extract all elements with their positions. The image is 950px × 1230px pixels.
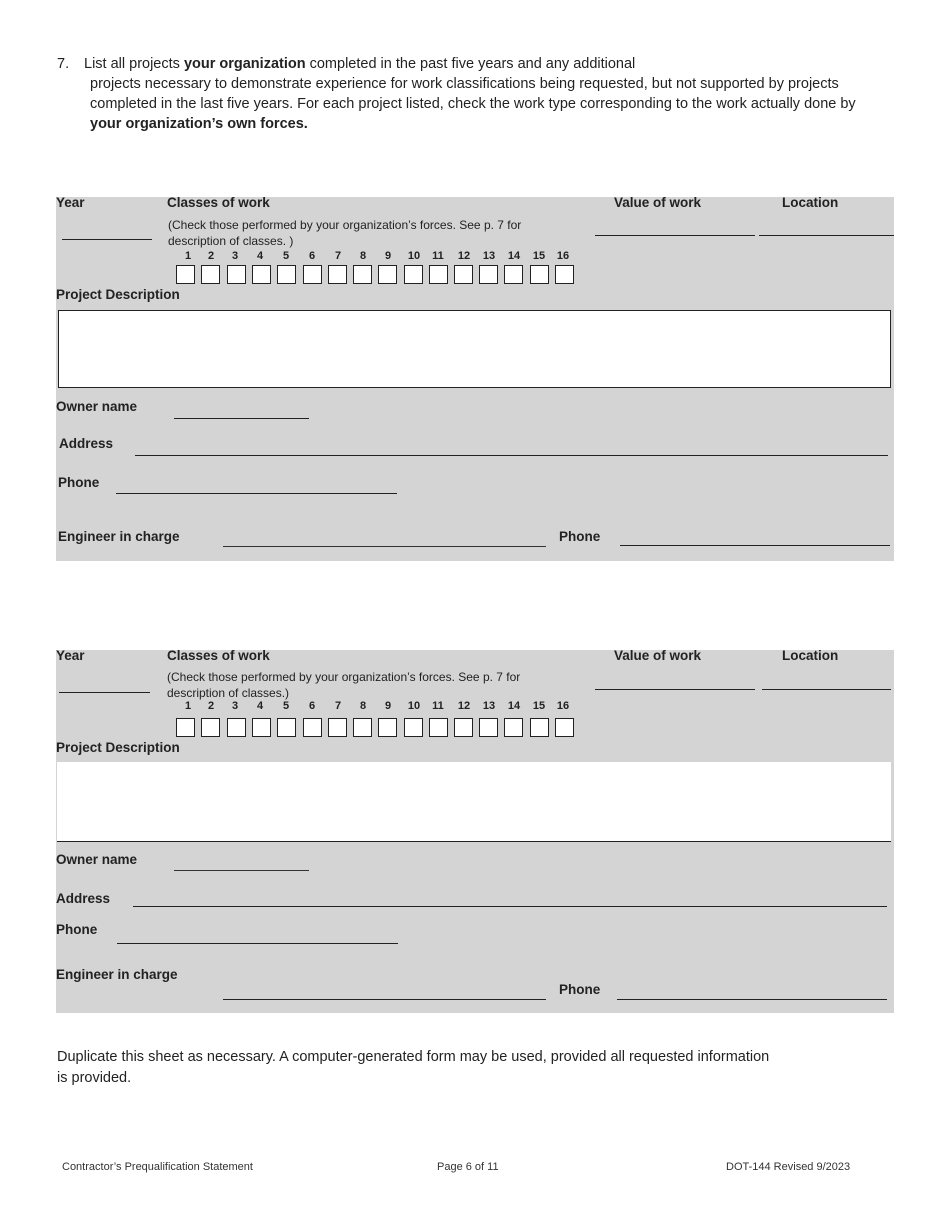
class-number-15: 15 bbox=[532, 700, 546, 712]
class-number-2: 2 bbox=[207, 250, 215, 262]
project-description-label: Project Description bbox=[56, 740, 180, 755]
class-number-2: 2 bbox=[207, 700, 215, 712]
engineer-phone-field[interactable] bbox=[617, 999, 887, 1000]
class-number-5: 5 bbox=[282, 700, 290, 712]
owner-name-field[interactable] bbox=[174, 870, 309, 871]
footer-form-id: DOT-144 Revised 9/2023 bbox=[726, 1161, 851, 1173]
owner-name-label: Owner name bbox=[56, 852, 138, 867]
class-number-14: 14 bbox=[507, 250, 521, 262]
engineer-phone-label: Phone bbox=[559, 982, 601, 997]
class-number-15: 15 bbox=[532, 250, 546, 262]
class-checkbox-1[interactable] bbox=[176, 718, 195, 737]
engineer-in-charge-label: Engineer in charge bbox=[56, 967, 178, 982]
project-block-2 bbox=[56, 650, 894, 1013]
class-number-16: 16 bbox=[556, 700, 570, 712]
location-field[interactable] bbox=[762, 689, 891, 690]
class-number-9: 9 bbox=[384, 700, 392, 712]
year-label: Year bbox=[56, 648, 85, 663]
class-checkbox-8[interactable] bbox=[353, 718, 372, 737]
value-of-work-label: Value of work bbox=[614, 195, 702, 210]
class-checkbox-4[interactable] bbox=[252, 265, 271, 284]
project-description-field[interactable] bbox=[58, 310, 891, 388]
class-number-3: 3 bbox=[231, 250, 239, 262]
class-checkbox-6[interactable] bbox=[303, 718, 322, 737]
classes-note: (Check those performed by your organization’s forces. See p. 7 for description of classes.) bbox=[167, 670, 521, 700]
year-field[interactable] bbox=[59, 692, 150, 693]
class-number-6: 6 bbox=[308, 700, 316, 712]
value-of-work-label: Value of work bbox=[614, 648, 702, 663]
classes-note: (Check those performed by your organization’s forces. See p. 7 for description of classes. ) bbox=[168, 218, 522, 248]
class-checkbox-7[interactable] bbox=[328, 265, 347, 284]
class-checkbox-9[interactable] bbox=[378, 265, 397, 284]
class-checkbox-16[interactable] bbox=[555, 265, 574, 284]
phone-field[interactable] bbox=[117, 943, 398, 944]
class-checkbox-2[interactable] bbox=[201, 718, 220, 737]
class-checkbox-6[interactable] bbox=[303, 265, 322, 284]
class-number-12: 12 bbox=[457, 700, 471, 712]
class-checkbox-5[interactable] bbox=[277, 718, 296, 737]
class-checkbox-15[interactable] bbox=[530, 718, 549, 737]
class-checkbox-2[interactable] bbox=[201, 265, 220, 284]
engineer-phone-label: Phone bbox=[559, 529, 601, 544]
value-of-work-field[interactable] bbox=[595, 689, 755, 690]
phone-label: Phone bbox=[58, 475, 100, 490]
project-block-1 bbox=[56, 197, 894, 561]
class-checkbox-14[interactable] bbox=[504, 718, 523, 737]
class-number-3: 3 bbox=[231, 700, 239, 712]
class-number-7: 7 bbox=[334, 700, 342, 712]
class-checkbox-12[interactable] bbox=[454, 265, 473, 284]
project-description-field[interactable] bbox=[57, 762, 891, 842]
engineer-in-charge-label: Engineer in charge bbox=[58, 529, 180, 544]
class-checkbox-1[interactable] bbox=[176, 265, 195, 284]
class-checkbox-5[interactable] bbox=[277, 265, 296, 284]
class-checkbox-11[interactable] bbox=[429, 718, 448, 737]
address-field[interactable] bbox=[135, 455, 888, 456]
year-label: Year bbox=[56, 195, 85, 210]
location-field[interactable] bbox=[759, 235, 894, 236]
address-label: Address bbox=[56, 891, 111, 906]
address-field[interactable] bbox=[133, 906, 887, 907]
class-checkbox-13[interactable] bbox=[479, 265, 498, 284]
phone-label: Phone bbox=[56, 922, 98, 937]
class-number-4: 4 bbox=[256, 700, 264, 712]
class-number-8: 8 bbox=[359, 700, 367, 712]
class-checkbox-9[interactable] bbox=[378, 718, 397, 737]
address-label: Address bbox=[59, 436, 114, 451]
class-checkbox-4[interactable] bbox=[252, 718, 271, 737]
class-checkbox-16[interactable] bbox=[555, 718, 574, 737]
class-checkbox-10[interactable] bbox=[404, 718, 423, 737]
class-number-5: 5 bbox=[282, 250, 290, 262]
classes-of-work-label: Classes of work bbox=[167, 648, 270, 663]
class-checkbox-3[interactable] bbox=[227, 265, 246, 284]
footer-page-number: Page 6 of 11 bbox=[437, 1161, 499, 1173]
location-label: Location bbox=[782, 648, 839, 663]
class-checkbox-12[interactable] bbox=[454, 718, 473, 737]
class-checkbox-3[interactable] bbox=[227, 718, 246, 737]
class-number-7: 7 bbox=[334, 250, 342, 262]
class-number-8: 8 bbox=[359, 250, 367, 262]
phone-field[interactable] bbox=[116, 493, 397, 494]
owner-name-label: Owner name bbox=[56, 399, 138, 414]
classes-of-work-label: Classes of work bbox=[167, 195, 270, 210]
question-7: 7. List all projects your organization completed in the past five years and any additional projects necessary to demonstrate experience for work classifications being requested, but not supported by projects completed in the last five years. For each project listed, check the work type corresponding to the work actually done by your organization’s own forces. bbox=[57, 56, 856, 132]
class-checkbox-14[interactable] bbox=[504, 265, 523, 284]
owner-name-field[interactable] bbox=[174, 418, 309, 419]
year-field[interactable] bbox=[62, 239, 152, 240]
class-number-10: 10 bbox=[407, 250, 421, 262]
project-description-label: Project Description bbox=[56, 287, 180, 302]
class-checkbox-13[interactable] bbox=[479, 718, 498, 737]
class-number-1: 1 bbox=[184, 250, 192, 262]
engineer-phone-field[interactable] bbox=[620, 545, 890, 546]
class-number-11: 11 bbox=[432, 250, 444, 262]
class-number-4: 4 bbox=[256, 250, 264, 262]
question-number: 7. bbox=[57, 56, 70, 72]
class-number-14: 14 bbox=[507, 700, 521, 712]
class-checkbox-8[interactable] bbox=[353, 265, 372, 284]
class-number-13: 13 bbox=[482, 700, 496, 712]
class-number-13: 13 bbox=[482, 250, 496, 262]
closing-note: Duplicate this sheet as necessary. A computer-generated form may be used, provided all requested information is provided. bbox=[57, 1049, 770, 1086]
class-number-1: 1 bbox=[184, 700, 192, 712]
class-number-12: 12 bbox=[457, 250, 471, 262]
class-number-10: 10 bbox=[407, 700, 421, 712]
footer-title: Contractor’s Prequalification Statement bbox=[62, 1161, 253, 1173]
value-of-work-field[interactable] bbox=[595, 235, 755, 236]
engineer-in-charge-field[interactable] bbox=[223, 999, 546, 1000]
location-label: Location bbox=[782, 195, 839, 210]
class-number-16: 16 bbox=[556, 250, 570, 262]
class-number-6: 6 bbox=[308, 250, 316, 262]
engineer-in-charge-field[interactable] bbox=[223, 546, 546, 547]
class-number-11: 11 bbox=[432, 700, 444, 712]
class-checkbox-7[interactable] bbox=[328, 718, 347, 737]
class-number-9: 9 bbox=[384, 250, 392, 262]
class-checkbox-15[interactable] bbox=[530, 265, 549, 284]
class-checkbox-11[interactable] bbox=[429, 265, 448, 284]
class-checkbox-10[interactable] bbox=[404, 265, 423, 284]
